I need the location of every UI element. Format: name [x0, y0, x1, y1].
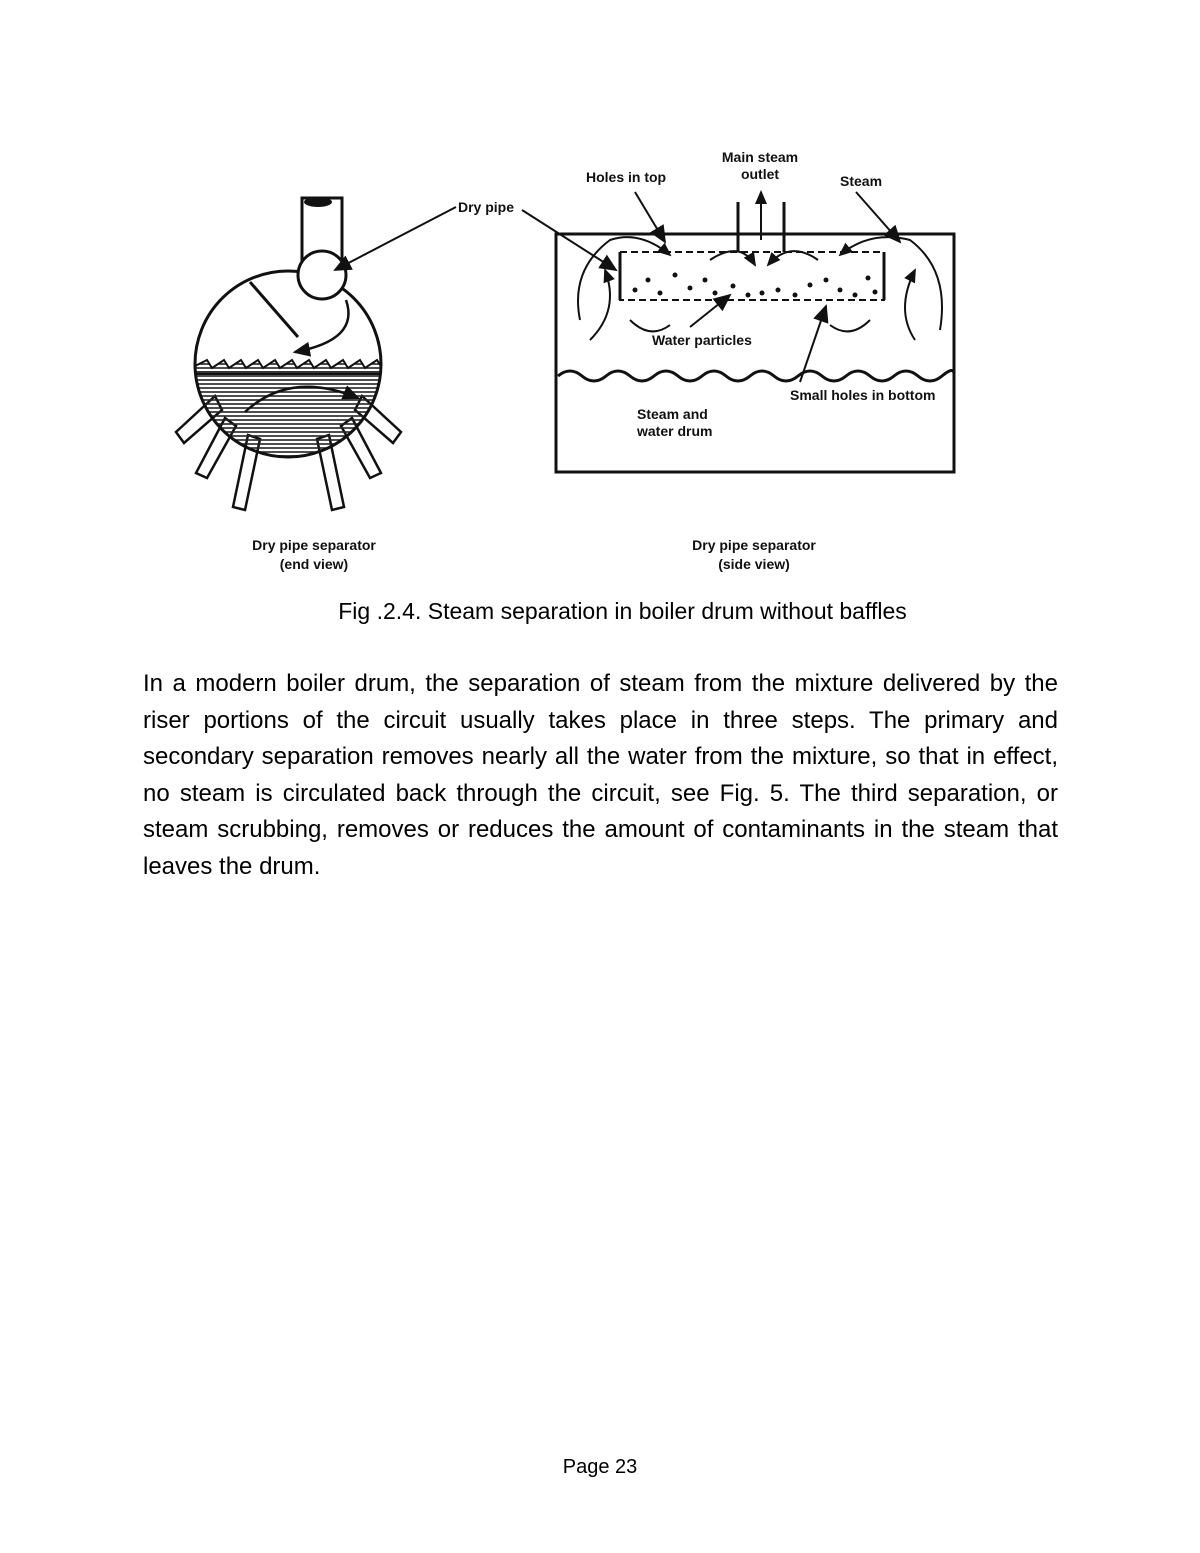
end-view-drum — [176, 197, 456, 510]
dry-pipe-separator-diagram — [150, 130, 970, 590]
label-main-steam: Main steam — [721, 149, 799, 165]
label-steam-and: Steam and — [637, 406, 708, 422]
label-steam: Steam — [840, 173, 883, 189]
figure-caption: Fig .2.4. Steam separation in boiler drum without baffles — [338, 598, 907, 624]
label-side-view-title: Dry pipe separator — [692, 537, 816, 553]
label-end-view: (end view) — [279, 556, 349, 572]
label-dry-pipe: Dry pipe — [458, 199, 515, 215]
label-water-particles: Water particles — [652, 332, 752, 348]
label-water-drum: water drum — [637, 423, 713, 439]
label-holes-in-top: Holes in top — [586, 169, 667, 185]
body-paragraph: In a modern boiler drum, the separation of steam from the mixture delivered by the riser portions of the circuit usually takes place in three steps. The primary and secondary separation removes nearly all the water from the mixture, so that in effect, no steam is circulated back through the circuit, see Fig. 5. The third separation, or steam scrubbing, removes or reduces the amount of contaminants in the steam that leaves the drum. — [143, 670, 1058, 880]
label-end-view-title: Dry pipe separator — [252, 537, 376, 553]
label-small-holes: Small holes in bottom — [790, 387, 936, 403]
steam-separation-figure — [150, 130, 970, 590]
label-side-view: (side view) — [718, 556, 790, 572]
page-number: Page 23 — [562, 1456, 638, 1478]
label-main-steam-outlet: outlet — [740, 166, 780, 182]
